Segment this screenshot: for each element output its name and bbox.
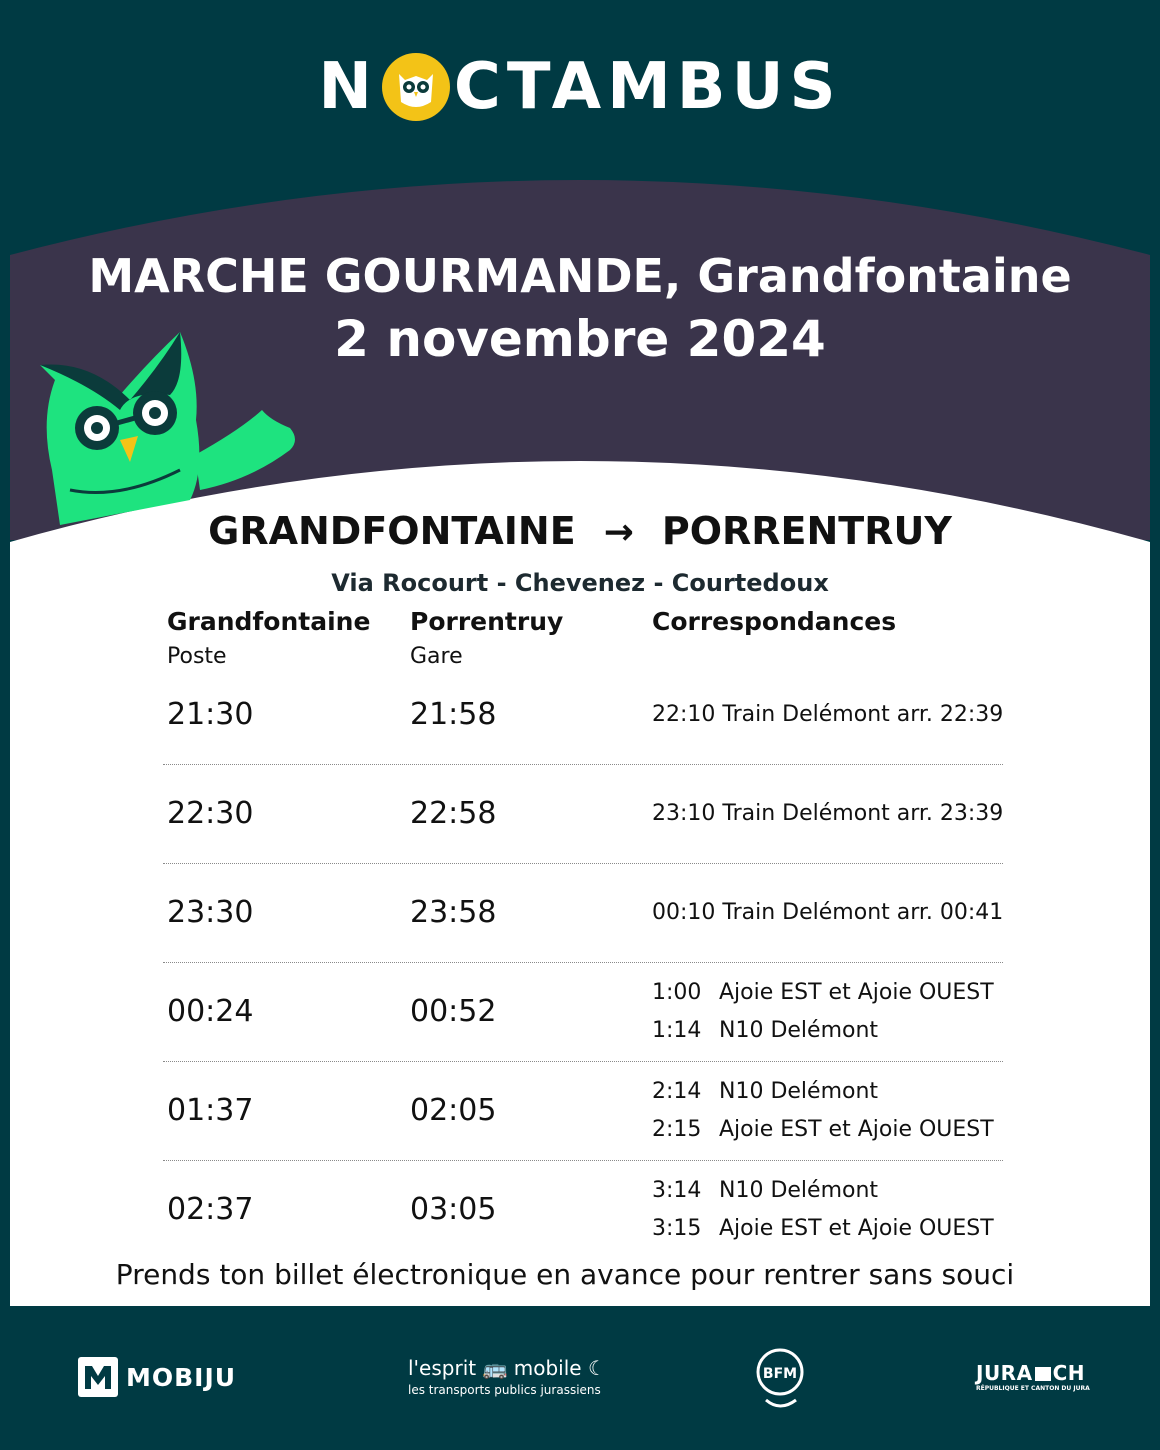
departure-time: 02:37	[167, 1192, 254, 1227]
connection-text: 00:10 Train Delémont arr. 00:41	[652, 899, 1004, 925]
connection-time: 2:14	[652, 1078, 702, 1104]
arrival-time: 00:52	[410, 994, 497, 1029]
bfm-text: BFM	[762, 1366, 798, 1382]
route-heading	[0, 505, 1160, 559]
route-from: GRANDFONTAINE	[208, 509, 576, 553]
event-date: 2 novembre 2024	[334, 310, 826, 368]
table-row	[163, 764, 1003, 863]
moon-icon: ☾	[587, 1356, 606, 1380]
event-title-block	[0, 245, 1160, 371]
column-header-arrival	[410, 604, 563, 674]
arrival-time: 21:58	[410, 697, 497, 732]
jura-text: JURA	[976, 1360, 1033, 1385]
connection-line	[652, 894, 1003, 932]
departure-time: 22:30	[167, 796, 254, 831]
connection-text: Ajoie EST et Ajoie OUEST	[719, 1116, 994, 1142]
connection-time: 1:00	[652, 979, 702, 1005]
connection-text: N10 Delémont	[719, 1017, 879, 1043]
connection-text: 22:10 Train Delémont arr. 22:39	[652, 701, 1004, 727]
mobiju-logo	[78, 1340, 236, 1414]
jura-title	[976, 1362, 1085, 1384]
esprit-mobile-logo	[408, 1340, 606, 1414]
departure-time: 00:24	[167, 994, 254, 1029]
connection-time: 3:14	[652, 1177, 702, 1203]
column-heading: Grandfontaine	[167, 607, 371, 636]
connection-text: 23:10 Train Delémont arr. 23:39	[652, 800, 1004, 826]
column-subheading: Gare	[410, 644, 463, 669]
route-via: Via Rocourt - Chevenez - Courtedoux	[331, 569, 829, 597]
table-row	[163, 1160, 1003, 1259]
footer-note: Prends ton billet électronique en avance pour rentrer sans souci	[115, 1258, 1015, 1291]
connections	[652, 962, 994, 1061]
jura-ch-text: CH	[1052, 1360, 1085, 1385]
connection-line	[652, 795, 1003, 833]
column-heading: Correspondances	[652, 607, 897, 636]
connection-text: N10 Delémont	[719, 1078, 879, 1104]
esprit-line1	[408, 1355, 606, 1381]
route-to: PORRENTRUY	[661, 509, 952, 553]
esprit-text: l'esprit	[408, 1356, 477, 1380]
connections	[652, 863, 1003, 962]
column-subheading: Poste	[167, 644, 227, 669]
bfm-emblem-icon	[752, 1342, 808, 1412]
connection-text: Ajoie EST et Ajoie OUEST	[719, 979, 994, 1005]
esprit-line2: les transports publics jurassiens	[408, 1383, 601, 1397]
table-row	[163, 962, 1003, 1061]
jura-subtitle: RÉPUBLIQUE ET CANTON DU JURA	[976, 1384, 1090, 1392]
route-arrow-icon: →	[603, 512, 634, 553]
arrival-time: 02:05	[410, 1093, 497, 1128]
logo-text-right: CTAMBUS	[453, 50, 842, 124]
mobile-text: mobile	[513, 1356, 582, 1380]
connection-line	[652, 1210, 994, 1248]
connection-time: 3:15	[652, 1215, 702, 1241]
connections	[652, 1160, 994, 1259]
arrival-time: 03:05	[410, 1192, 497, 1227]
arrival-time: 23:58	[410, 895, 497, 930]
jura-flag-icon	[1035, 1367, 1051, 1381]
mobiju-text: MOBIJU	[126, 1362, 237, 1392]
connection-time: 2:15	[652, 1116, 702, 1142]
table-row	[163, 665, 1003, 764]
connection-text: N10 Delémont	[719, 1177, 879, 1203]
departure-time: 21:30	[167, 697, 254, 732]
departure-time: 23:30	[167, 895, 254, 930]
table-row	[163, 863, 1003, 962]
column-heading: Porrentruy	[410, 607, 564, 636]
connection-line	[652, 696, 1003, 734]
arrival-time: 22:58	[410, 796, 497, 831]
bus-icon: 🚌	[482, 1356, 508, 1380]
connection-text: Ajoie EST et Ajoie OUEST	[719, 1215, 994, 1241]
connection-line	[652, 1172, 994, 1210]
column-header-departure	[167, 604, 370, 674]
departure-time: 01:37	[167, 1093, 254, 1128]
bfm-logo	[752, 1340, 808, 1414]
logo-text-left: N	[318, 50, 378, 124]
connection-line	[652, 1073, 994, 1111]
connection-line	[652, 974, 994, 1012]
event-title: MARCHE GOURMANDE, Grandfontaine	[88, 249, 1072, 303]
connections	[652, 665, 1003, 764]
owl-logo-icon	[382, 53, 450, 121]
column-header-connections	[652, 604, 896, 640]
connection-line	[652, 1111, 994, 1149]
jura-logo	[976, 1340, 1090, 1414]
noctambus-logo	[0, 52, 1160, 122]
connection-line	[652, 1012, 994, 1050]
connections	[652, 1061, 994, 1160]
connections	[652, 764, 1003, 863]
connection-time: 1:14	[652, 1017, 702, 1043]
table-row	[163, 1061, 1003, 1160]
mobiju-m-icon	[78, 1357, 118, 1397]
